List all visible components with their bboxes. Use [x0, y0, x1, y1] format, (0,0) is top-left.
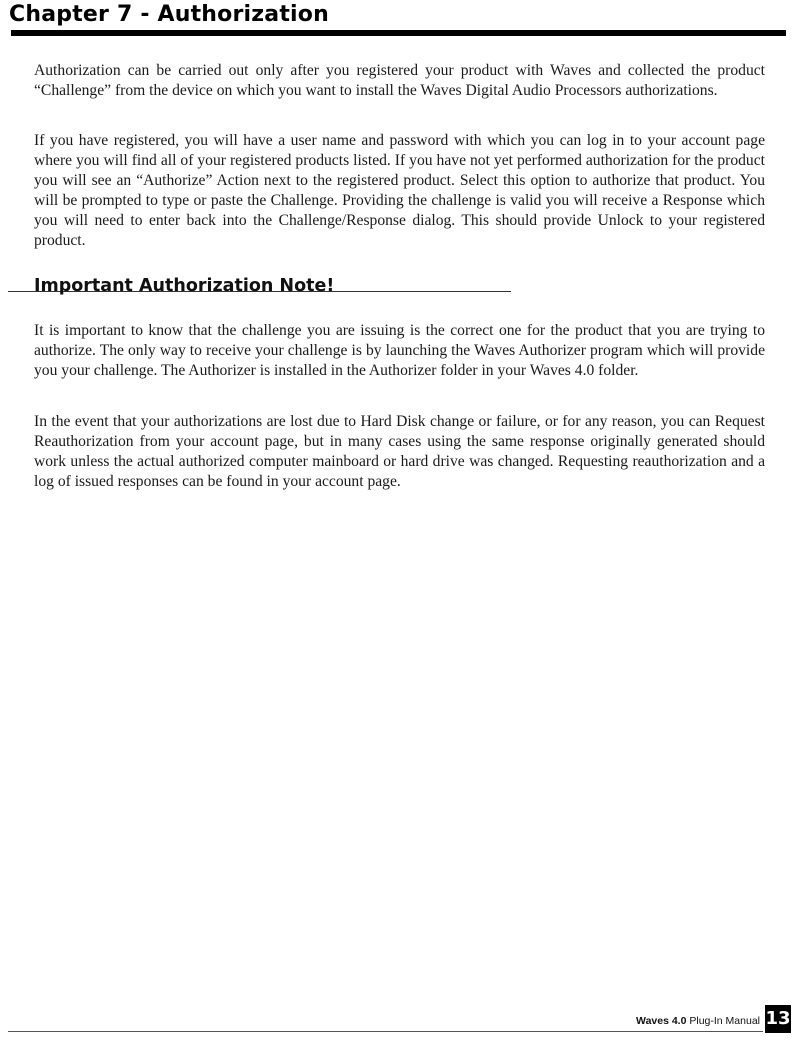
- paragraph-challenge-note: It is important to know that the challenge you are issuing is the correct one for the product that you are trying to authorize. The only way to receive your challenge is by launching the Waves Authorizer program which will provide you your challenge. The Authorizer is installed in the Authorizer folder in your Waves 4.0 folder.: [34, 322, 765, 379]
- footer-rule: [8, 1031, 763, 1032]
- footer-label: [636, 1015, 760, 1027]
- chapter-title: Chapter 7 - Authorization: [9, 2, 329, 27]
- footer-brand: Waves 4.0: [636, 1015, 687, 1027]
- chapter-title-rule: [11, 30, 786, 36]
- paragraph-registered: If you have registered, you will have a user name and password with which you can log in to your account page where you will find all of your registered products listed. If you have not yet performed authorization for the product you will see an “Authorize” Action next to the registered product. Select this option to authorize that product. You will be prompted to type or paste the Challenge. Providing the challenge is valid you will receive a Response which you will need to enter back into the Challenge/Response dialog. This should provide Unlock to your registered product.: [34, 132, 765, 249]
- paragraph-intro: Authorization can be carried out only after you registered your product with Waves and collected the product “Challenge” from the device on which you want to install the Waves Digital Audio Processors authorizations.: [34, 62, 765, 99]
- section-title: Important Authorization Note!: [34, 276, 335, 296]
- paragraph-reauthorization: In the event that your authorizations are lost due to Hard Disk change or failure, or for any reason, you can Request Reauthorization from your account page, but in many cases using the same response originally generated should work unless the actual authorized computer mainboard or hard drive was changed. Requesting reauthorization and a log of issued responses can be found in your account page.: [34, 413, 765, 490]
- page-number: 13: [765, 1005, 791, 1033]
- footer-manual: Plug-In Manual: [689, 1015, 760, 1027]
